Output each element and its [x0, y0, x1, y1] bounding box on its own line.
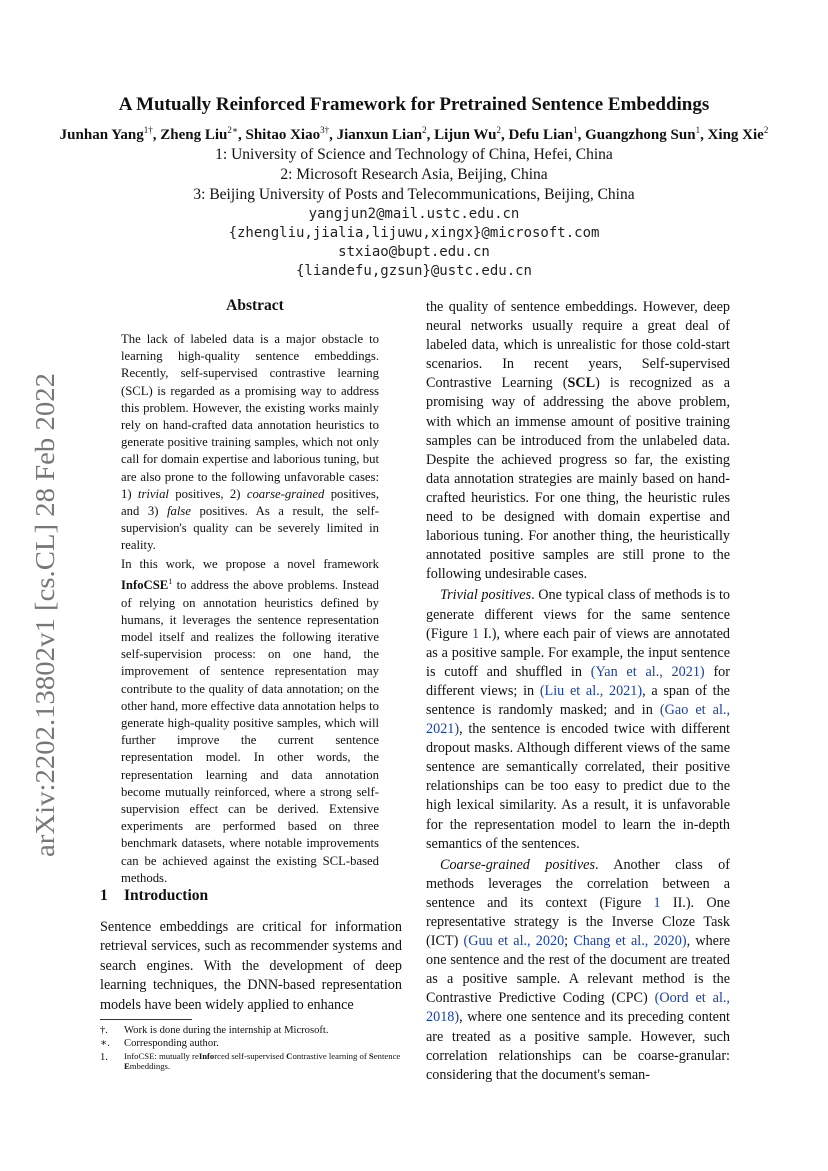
figure-link[interactable]: 1 — [472, 625, 480, 642]
affiliation-3: 3: Beijing University of Posts and Telecommunications, Beijing, China — [193, 186, 635, 203]
footnote: †. Work is done during the internship at Microsoft. — [100, 1025, 329, 1036]
email-2[interactable]: {zhengliu,jialia,lijuwu,xingx}@microsoft.com — [228, 225, 600, 241]
footnote: ∗. Corresponding author. — [100, 1038, 219, 1050]
footnote-divider — [100, 1019, 192, 1020]
citation-link[interactable]: (Liu et al., 2021) — [539, 682, 643, 699]
citation-link[interactable]: (Gao et al., 2021) — [426, 701, 730, 738]
section-heading-introduction: 1 Introduction — [100, 887, 209, 904]
body-paragraph: Trivial positives. One typical class of methods is to generate different views for the same sentence (Figure 1 I.), where each pair of views are annotated as a positive sample. For example, the input sentence is cutoff and shuffled in (Yan et al., 2021) for different views; in (Liu et al., 2021), a span of the sentence is randomly masked; and in (Gao et al., 2021), the sentence is encoded twice with different dropout masks. Although different views of the same sentence are semantically correlated, their positive relationships can be too easy to predict due to the high lexical similarity. As a result, it is unfavorable for the representation model to learn the in-depth semantics of the sentences. — [426, 587, 730, 852]
figure-link[interactable]: 1 — [653, 894, 661, 911]
citation-link[interactable]: (Oord et al., 2018) — [426, 990, 730, 1026]
abstract-paragraph-1: The lack of labeled data is a major obstacle to learning high-quality sentence embeddings. Recently, self-supervised contrastive learning (SCL) is regarded as a promising way to address this problem. However, the existing works mainly rely on hand-crafted data annotation heuristics to generate positive training samples, which not only call for domain expertise and laborious tuning, but are also prone to the following unfavorable cases: 1) trivial positives, 2) coarse-grained positives, and 3) false positives. As a result, the self-supervision's quality can be severely limited in reality. — [121, 332, 380, 553]
author: Lijun Wu$^2$, — [434, 125, 509, 143]
author: Zheng Liu$^{2∗}$, — [160, 125, 246, 143]
footnote: 1. InfoCSE: mutually reInforced self-supervised Contrastive learning of Sentence Embeddings. — [100, 1050, 401, 1072]
email-3[interactable]: stxiao@bupt.edu.cn — [338, 244, 490, 260]
body-paragraph: the quality of sentence embeddings. However, deep neural networks usually require a great deal of labeled data, which is unrealistic for those cold-start scenarios. In recent years, Self-supervised Contrastive Learning (SCL) is recognized as a promising way of addressing the above problem, with which an immense amount of positive training samples can be introduced from the unlabeled data. Despite the achieved progress so far, the existing data annotation strategies are mainly based on hand-crafted heuristics. For one thing, the heuristic rules need to be designed with domain expertise and laborious tuning. For another thing, the heuristically annotated positive samples are still prone to the following undesirable cases. — [426, 299, 730, 583]
email-1[interactable]: yangjun2@mail.ustc.edu.cn — [308, 206, 520, 222]
author: Shitao Xiao$^{3\dagger}$, — [245, 125, 337, 143]
citation-link[interactable]: (Yan et al., 2021) — [590, 663, 705, 680]
author: Junhan Yang$^{1\dagger}$, — [59, 125, 161, 143]
author: Defu Lian$^1$, — [508, 125, 586, 143]
footnotes — [100, 1024, 406, 1072]
footnote-ref[interactable]: 1 — [168, 577, 173, 587]
author: Jianxun Lian$^2$, — [336, 125, 435, 143]
arxiv-identifier-sidebar[interactable] — [22, 365, 66, 865]
right-column — [426, 298, 730, 1085]
arxiv-id-text: arXiv:2202.13802v1 [cs.CL] 28 Feb 2022 — [30, 402, 60, 857]
author: Guangzhong Sun$^1$, — [585, 125, 708, 143]
body-paragraph: Coarse-grained positives. Another class of methods leverages the correlation between a sentence and its context (Figure 1 II.). One representative strategy is the Inverse Cloze Task (ICT) (Guu et al., 2020; Chang et al., 2020), where one sentence and the rest of the document are treated as a positive sample. A relevant method is the Contrastive Predictive Coding (CPC) (Oord et al., 2018), where one sentence and its preceding content are treated as a positive sample. However, such correlation relationships can be coarse-granular: considering that the document's seman- — [426, 856, 731, 1083]
citation-link[interactable]: Chang et al., 2020) — [573, 933, 687, 950]
abstract-heading: Abstract — [226, 297, 284, 314]
author: Xing Xie$^2$ — [707, 125, 769, 143]
citation-link[interactable]: (Guu et al., 2020 — [463, 933, 565, 950]
email-4[interactable]: {liandefu,gzsun}@ustc.edu.cn — [295, 263, 532, 279]
abstract-paragraph-2: In this work, we propose a novel framework InfoCSE$^1$ to address the above problems. Instead of relying on annotation heuristics defined by humans, it leverages the sentence representation model itself and realizes the following iterative self-supervision process: on one hand, the improvement of sentence representation may contribute to the quality of data annotation; on the other hand, more effective data annotation helps to generate high-quality positive samples, which will further improve the current sentence representation model. In other words, the representation learning and data annotation become mutually reinforced, where a strong self-supervision effect can be derived. Extensive experiments are performed based on three benchmark datasets, where notable improvements can be achieved against the existing SCL-based methods. — [121, 557, 379, 885]
intro-paragraph: Sentence embeddings are critical for information retrieval services, such as recommender systems and search engines. With the development of deep learning techniques, the DNN-based representation models have been widely applied to enhance — [100, 919, 402, 1013]
affiliation-2: 2: Microsoft Research Asia, Beijing, China — [280, 166, 548, 183]
paper-title: A Mutually Reinforced Framework for Pretrained Sentence Embeddings — [118, 94, 710, 115]
author-list — [0, 125, 828, 144]
affiliation-1: 1: University of Science and Technology of China, Hefei, China — [215, 146, 613, 163]
